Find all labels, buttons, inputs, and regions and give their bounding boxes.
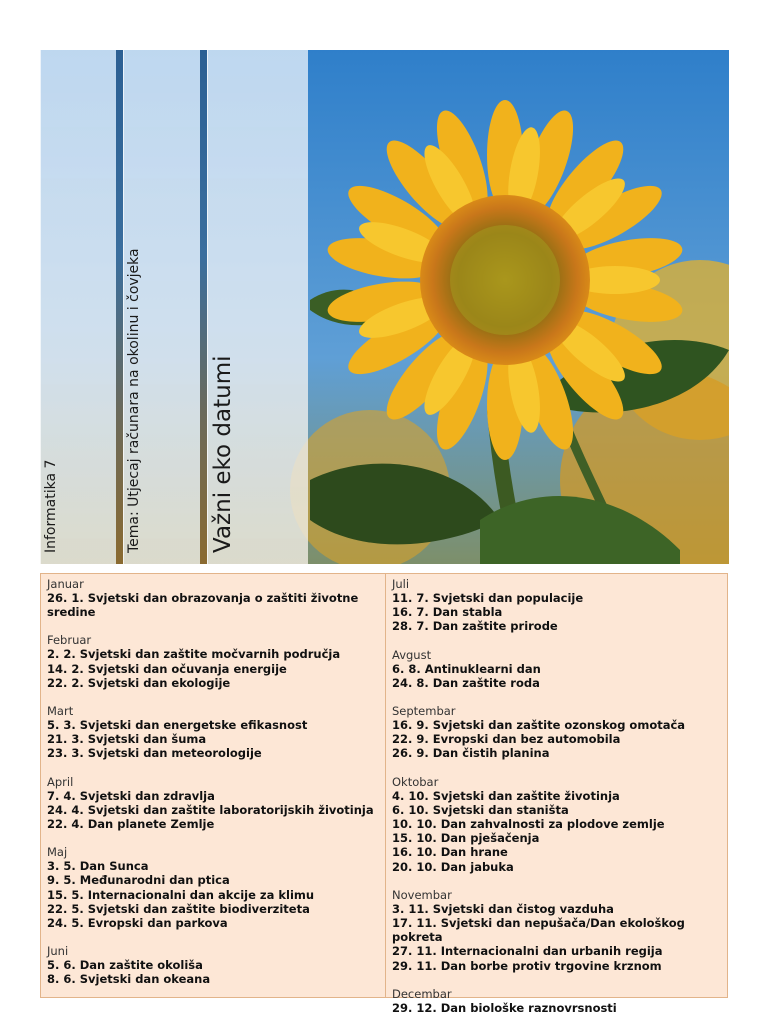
eco-date-entry: 21. 3. Svjetski dan šuma [47,732,207,747]
month-name: Novembar [392,887,452,902]
eco-date-entry: 29. 12. Dan biološke raznovrsnosti [392,1000,617,1015]
month-name: Februar [47,633,92,648]
document-title: Važni eko datumi [210,355,236,553]
eco-date-entry: 9. 5. Međunarodni dan ptica [47,873,230,888]
month-block [47,577,379,619]
month-name: April [47,774,74,789]
month-name: Septembar [392,704,456,719]
month-block [47,775,379,832]
eco-dates-table [40,573,728,1015]
month-block [392,888,721,973]
eco-date-entry: 7. 4. Svjetski dan zdravlja [47,788,215,803]
months-column-right [386,574,727,1015]
eco-date-entry: 5. 6. Dan zaštite okoliša [47,958,203,973]
eco-date-entry: 4. 10. Svjetski dan zaštite životinja [392,788,620,803]
eco-date-entry: 28. 7. Dan zaštite prirode [392,619,558,634]
month-name: Decembar [392,986,452,1001]
eco-date-entry: 27. 11. Internacionalni dan urbanih regija [392,944,663,959]
cover-divider-2 [200,50,207,564]
eco-date-entry: 5. 3. Svjetski dan energetske efikasnost [47,718,308,733]
eco-date-entry: 16. 7. Dan stabla [392,605,503,620]
eco-date-entry: 3. 5. Dan Sunca [47,859,149,874]
month-block [392,648,721,690]
eco-date-entry: 15. 10. Dan pješačenja [392,831,540,846]
eco-date-entry: 23. 3. Svjetski dan meteorologije [47,746,262,761]
eco-date-entry: 16. 9. Svjetski dan zaštite ozonskog omotača [392,718,686,733]
cover-divider-1 [116,50,123,564]
cover-panel [40,50,729,564]
eco-date-entry: 16. 10. Dan hrane [392,845,508,860]
eco-date-entry: 6. 8. Antinuklearni dan [392,661,541,676]
eco-date-entry: 10. 10. Dan zahvalnosti za plodove zemlje [392,817,665,832]
month-name: Mart [47,704,74,719]
month-block [47,704,379,761]
month-block [392,775,721,874]
eco-date-entry: 24. 4. Svjetski dan zaštite laboratorijskih životinja [47,802,374,817]
topic-label: Tema: Utjecaj računara na okolinu i čovjeka [126,248,142,553]
eco-date-entry: 2. 2. Svjetski dan zaštite močvarnih područja [47,647,341,662]
month-name: Maj [47,845,68,860]
eco-date-entry: 29. 11. Dan borbe protiv trgovine krznom [392,958,662,973]
eco-date-entry: 15. 5. Internacionalni dan akcije za klimu [47,887,315,902]
eco-date-entry: 26. 1. Svjetski dan obrazovanja o zaštiti životne sredine [47,591,359,620]
eco-date-entry: 22. 4. Dan planete Zemlje [47,817,215,832]
month-block [392,704,721,761]
month-name: Juni [47,944,69,959]
eco-date-entry: 22. 5. Svjetski dan zaštite biodiverziteta [47,901,310,916]
eco-date-entry: 6. 10. Svjetski dan staništa [392,802,569,817]
month-name: Juli [392,577,410,591]
eco-date-entry: 3. 11. Svjetski dan čistog vazduha [392,901,614,916]
month-name: Januar [47,577,84,591]
eco-date-entry: 11. 7. Svjetski dan populacije [392,591,584,605]
eco-date-entry: 26. 9. Dan čistih planina [392,746,550,761]
eco-date-entry: 17. 11. Svjetski dan nepušača/Dan ekološkog pokreta [392,916,685,945]
month-block [47,944,379,986]
subject-label: Informatika 7 [43,459,59,553]
months-column-left [41,574,386,997]
month-block [392,577,721,634]
eco-date-entry: 24. 5. Evropski dan parkova [47,916,228,931]
month-block [392,987,721,1015]
month-block [47,845,379,930]
month-name: Avgust [392,647,432,662]
eco-date-entry: 22. 2. Svjetski dan ekologije [47,675,231,690]
month-block [47,633,379,690]
eco-date-entry: 22. 9. Evropski dan bez automobila [392,732,621,747]
eco-date-entry: 8. 6. Svjetski dan okeana [47,972,211,987]
eco-date-entry: 20. 10. Dan jabuka [392,859,514,874]
eco-date-entry: 24. 8. Dan zaštite roda [392,675,540,690]
month-name: Oktobar [392,774,439,789]
eco-date-entry: 14. 2. Svjetski dan očuvanja energije [47,661,287,676]
